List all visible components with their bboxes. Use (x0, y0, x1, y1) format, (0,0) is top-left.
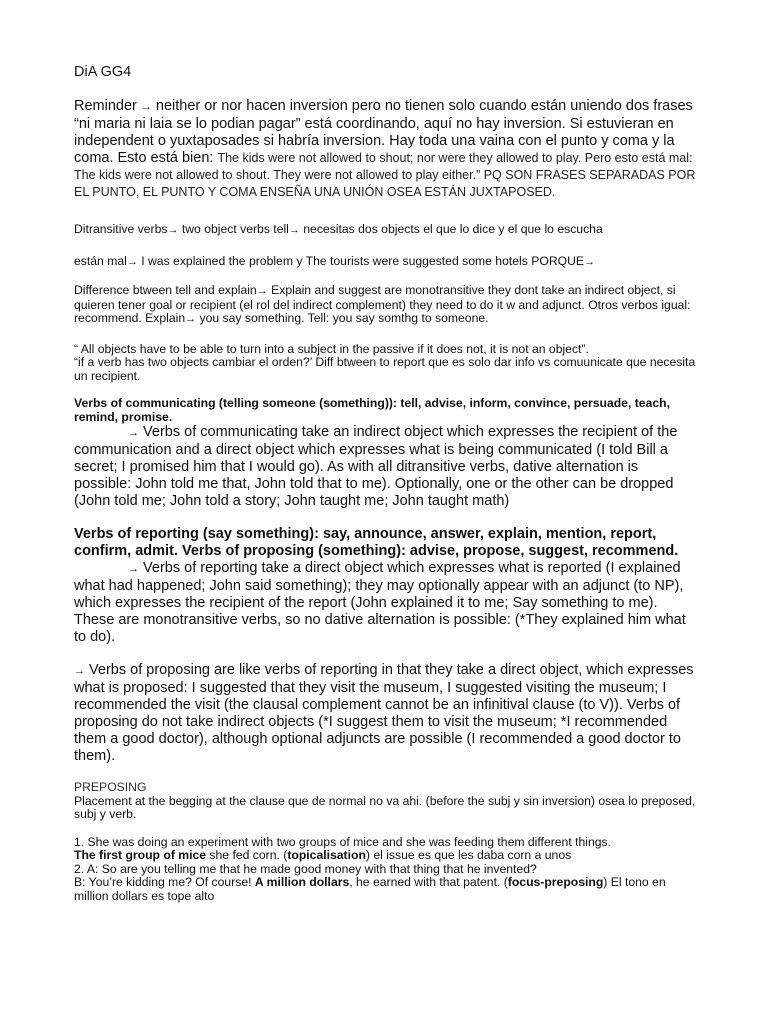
example-1-line-a: 1. She was doing an experiment with two groups of mice and she was feeding them different things. (74, 834, 612, 849)
arrow-icon: → (128, 427, 139, 439)
document-page (74, 64, 698, 903)
reminder-text: neither or nor hacen inversion pero no tienen solo cuando están uniendo dos frases “ni maria ni laia se lo podian pagar” está coordinando, aquí no hay inversion. Si estuvieran en independent o yuxtaposades si habría inversion. Hay toda una vaina con el punto y coma y la coma. Esto está bien: (74, 98, 693, 166)
ditrans-text-1: two object verbs tell (178, 222, 289, 236)
arrow-icon: → (288, 224, 300, 236)
estan-mal-text: I was explained the problem y The tourists were suggested some hotels PORQUE (137, 253, 585, 268)
reminder-example: The kids were not allowed to shout; nor were they allowed to play. Pero esto está mal: The kids were not allowed to shout. They were not allowed to play either.” PQ SON FRASES SEPARADAS POR EL PUNTO, EL PUNTO Y COMA ENSEÑA UNA UNIÓN OSEA ESTÁN JUXTAPOSED. (74, 151, 696, 199)
arrow-icon: → (167, 224, 179, 236)
difference-label: Difference btween tell and explain (74, 283, 257, 297)
estan-mal-label: están mal (74, 253, 127, 268)
example-2-term: focus-preposing (507, 875, 604, 889)
example-1-rest: she fed corn. ( (206, 848, 288, 862)
reporting-heading: Verbs of reporting (say something): say, announce, answer, explain, mention, report, confirm, admit. Verbs of proposing (something): advise, propose, suggest, recommend. (74, 526, 679, 559)
ditrans-text-2: necesitas dos objects el que lo dice y el que lo escucha (299, 222, 603, 236)
estan-mal-note (74, 255, 698, 270)
arrow-icon: → (256, 285, 268, 297)
arrow-icon: → (584, 255, 596, 268)
example-2-bold: A million dollars (254, 875, 350, 889)
proposing-text: Verbs of proposing are like verbs of reporting in that they take a direct object, which expresses what is proposed: I suggested that they visit the museum, I suggested visiting the museum; I recommended the visit (the clausal complement cannot be an infinitival clause (to V)). Verbs of proposing do not take indirect objects (*I suggest them to visit the museum; *I recommended them a good doctor), although optional adjuncts are possible (I recommended a good doctor to them). (74, 662, 694, 764)
communicating-heading: Verbs of communicating (telling someone (something)): tell, advise, inform, convince, persuade, teach, remind, promise. (74, 396, 670, 424)
example-1-line-b (74, 849, 698, 863)
reminder-paragraph (74, 98, 698, 201)
arrow-icon: → (74, 665, 85, 677)
arrow-icon: → (128, 563, 139, 575)
reporting-text: Verbs of reporting take a direct object which expresses what is reported (I explained what had happened; John said something); they may optionally appear with an adjunct (to NP), which expresses the recipient of the report (John explained it to me; Say something to me). These are monotransitive verbs, so no dative alternation is possible: (*They explained him what to do). (74, 560, 686, 645)
difference-text-2: you say something. Tell: you say somthg to someone. (196, 311, 489, 325)
preposing-heading: PREPOSING (74, 780, 147, 794)
example-2-mid: , he earned with that patent. ( (349, 875, 508, 889)
reminder-label: Reminder (74, 98, 141, 114)
arrow-icon: → (140, 101, 152, 113)
doc-title: DiA GG4 (74, 64, 132, 80)
example-2-line-a: 2. A: So are you telling me that he made good money with that thing that he invented? (74, 861, 537, 876)
ditransitive-note (74, 223, 698, 238)
quote-line-2: “if a verb has two objects cambiar el orden?’ Diff btween to report que es solo dar info vs comuunicate que necesita un recipient. (74, 355, 696, 383)
communicating-text: Verbs of communicating take an indirect object which expresses the recipient of the communication and a direct object which expresses what is being communicated (I told Bill a secret; I promised him that I would go). As with all ditransitive verbs, dative alternation is possible: John told me that, John told that to me). Optionally, one or the other can be dropped (John told me; John told a story; John taught me; John taught math) (74, 424, 678, 509)
example-2-end: ) El tono en million dollars es tope alto (74, 875, 666, 903)
communicating-body (74, 424, 698, 510)
example-2-start: B: You’re kidding me? Of course! (74, 875, 255, 889)
example-1-end: ) el issue es que les daba corn a unos (365, 848, 572, 862)
reporting-body (74, 560, 698, 646)
preposing-description: Placement at the begging at the clause que de normal no va ahi. (before the subj y sin inversion) osea lo preposed, subj y verb. (74, 793, 696, 821)
proposing-body (74, 662, 698, 765)
example-2-line-b (74, 876, 698, 903)
quote-line-1: “ All objects have to be able to turn into a subject in the passive if it does not, it is not an object”. (74, 341, 589, 356)
ditrans-label: Ditransitive verbs (74, 222, 168, 236)
arrow-icon: → (185, 313, 197, 325)
arrow-icon: → (126, 255, 138, 268)
example-1-bold: The first group of mice (74, 848, 207, 862)
difference-note (74, 284, 698, 327)
example-1-term: topicalisation (287, 848, 366, 862)
difference-text: Explain and suggest are monotransitive they dont take an indirect object, si quieren tener goal or recipient (el rol del indirect complement) they need to do it w and adjunct. Otros verbos igual: recommend. Explain (74, 283, 691, 325)
